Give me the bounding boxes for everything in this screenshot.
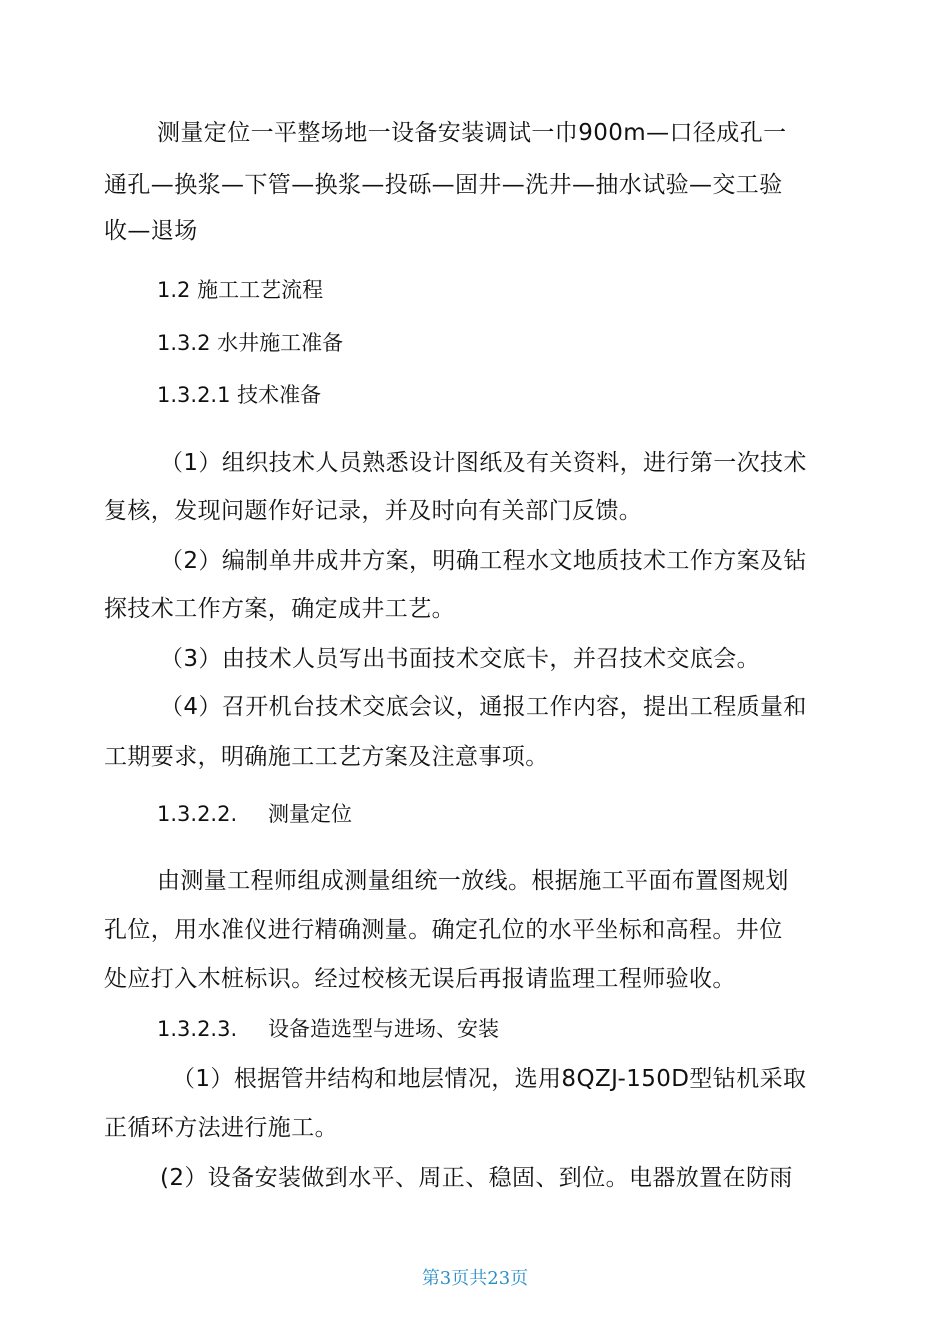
- equip-item-2-line-1: (2）设备安装做到水平、周正、稳固、到位。电器放置在防雨: [160, 1165, 793, 1191]
- tech-item-4-line-1: （4）召开机台技术交底会议，通报工作内容，提出工程质量和: [160, 694, 807, 720]
- heading-text: 测量定位: [268, 802, 352, 826]
- survey-line-1: 由测量工程师组成测量组统一放线。根据施工平面布置图规划: [157, 868, 789, 894]
- heading-1-2: 1.2 施工工艺流程: [157, 278, 324, 302]
- tech-item-1-line-2: 复核，发现问题作好记录，并及时向有关部门反馈。: [104, 498, 643, 524]
- heading-text: 设备造选型与进场、安装: [268, 1017, 499, 1041]
- heading-number: 1.3.2.2.: [157, 802, 238, 826]
- survey-line-3: 处应打入木桩标识。经过校核无误后再报请监理工程师验收。: [104, 966, 736, 992]
- tech-item-2-line-1: （2）编制单井成井方案，明确工程水文地质技术工作方案及钻: [160, 548, 807, 574]
- equip-item-1-line-1: （1）根据管井结构和地层情况，选用8QZJ-150D型钻机采取: [172, 1066, 807, 1092]
- tech-item-1-line-1: （1）组织技术人员熟悉设计图纸及有关资料，进行第一次技术: [160, 450, 807, 476]
- flow-line-2: 通孔—换浆—下管—换浆—投砾—固井—洗井—抽水试验—交工验: [104, 172, 783, 198]
- tech-item-3-line-1: （3）由技术人员写出书面技术交底卡，并召技术交底会。: [160, 646, 761, 672]
- survey-line-2: 孔位，用水准仪进行精确测量。确定孔位的水平坐标和高程。井位: [104, 917, 783, 943]
- heading-1-3-2-3: [157, 1014, 499, 1044]
- tech-item-4-line-2: 工期要求，明确施工工艺方案及注意事项。: [104, 744, 549, 770]
- flow-line-3: 收—退场: [104, 218, 198, 244]
- heading-1-3-2-2: [157, 799, 352, 829]
- page-footer: 第3页共23页: [421, 1268, 529, 1289]
- tech-item-2-line-2: 探技术工作方案，确定成井工艺。: [104, 596, 455, 622]
- heading-number: 1.3.2.3.: [157, 1017, 238, 1041]
- heading-1-3-2-1: 1.3.2.1 技术准备: [157, 383, 322, 407]
- heading-1-3-2: 1.3.2 水井施工准备: [157, 331, 344, 355]
- flow-line-1: 测量定位一平整场地一设备安装调试一巾900m—口径成孔一: [157, 120, 787, 146]
- equip-item-1-line-2: 正循环方法进行施工。: [104, 1115, 338, 1141]
